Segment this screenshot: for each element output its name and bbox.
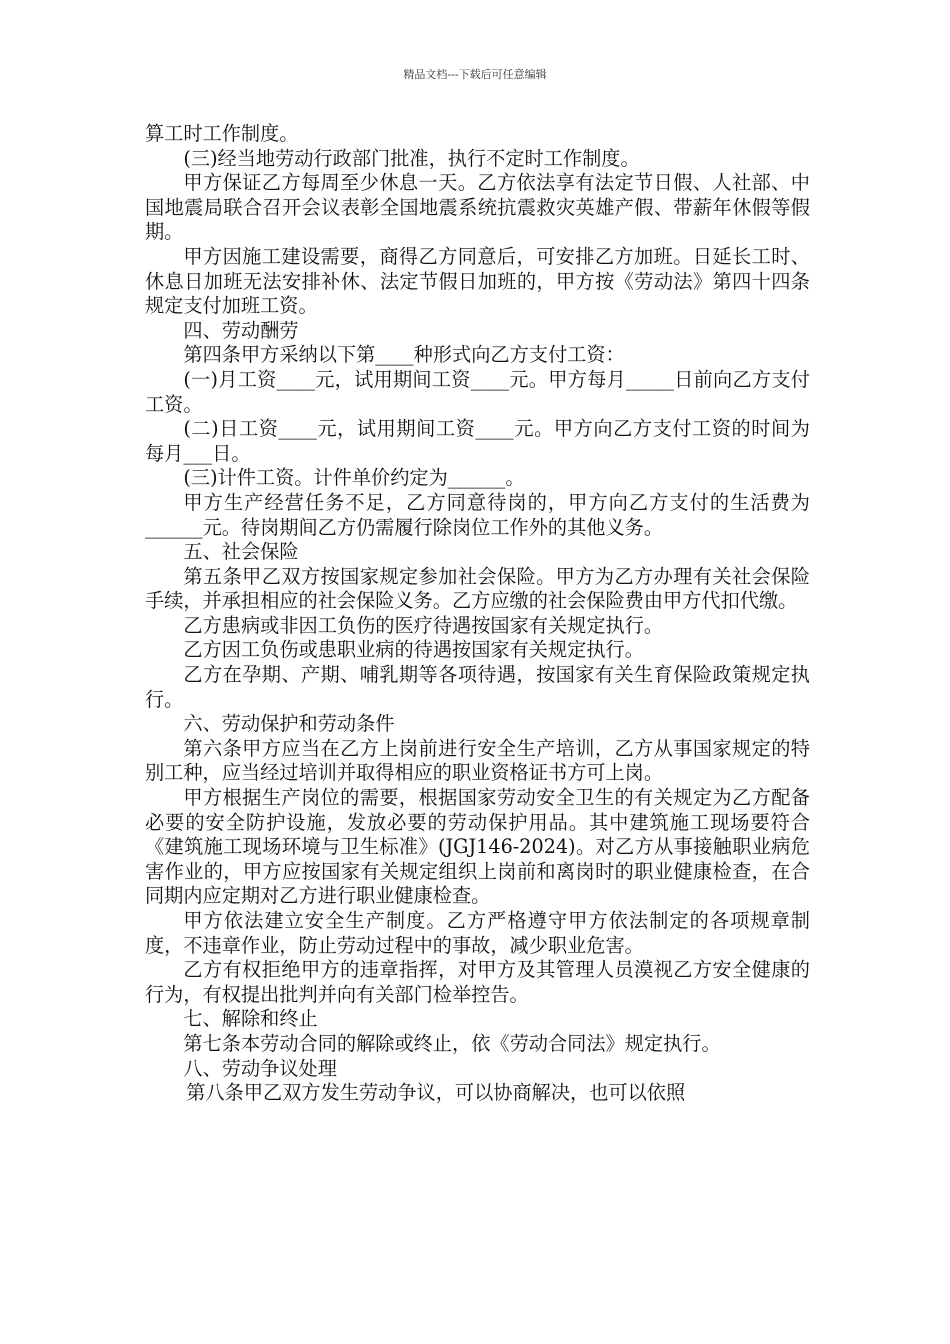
paragraph: 乙方因工负伤或患职业病的待遇按国家有关规定执行。 (183, 638, 644, 662)
section-heading: 四、劳动酬劳 (183, 318, 299, 342)
paragraph: (二)日工资____元，试用期间工资____元。甲方向乙方支付工资的时间为每月___日。 (145, 417, 810, 465)
section-heading: 五、社会保险 (183, 540, 299, 564)
paragraph: 甲方因施工建设需要，商得乙方同意后，可安排乙方加班。日延长工时、休息日加班无法安排补休、法定节假日加班的，甲方按《劳动法》第四十四条规定支付加班工资。 (145, 244, 810, 318)
paragraph: 甲方保证乙方每周至少休息一天。乙方依法享有法定节日假、人社部、中国地震局联合召开会议表彰全国地震系统抗震救灾英雄产假、带薪年休假等假期。 (145, 171, 810, 244)
paragraph: 甲方根据生产岗位的需要，根据国家劳动安全卫生的有关规定为乙方配备必要的安全防护设施，发放必要的劳动保护用品。其中建筑施工现场要符合《建筑施工现场环境与卫生标准》(JGJ146-2024)。对乙方从事接触职业病危害作业的，甲方应按国家有关规定组织上岗前和离岗时的职业健康检查，在合同期内应定期对乙方进行职业健康检查。 (145, 786, 810, 908)
paragraph: 第四条甲方采纳以下第____种形式向乙方支付工资： (183, 343, 625, 367)
section-heading: 八、劳动争议处理 (183, 1056, 337, 1080)
paragraph: 算工时工作制度。 (145, 122, 299, 145)
document-body (145, 122, 810, 1106)
paragraph: 甲方依法建立安全生产制度。乙方严格遵守甲方依法制定的各项规章制度，不违章作业，防止劳动过程中的事故，减少职业危害。 (145, 909, 810, 957)
paragraph: 乙方有权拒绝甲方的违章指挥，对甲方及其管理人员漠视乙方安全健康的行为，有权提出批判并向有关部门检举控告。 (145, 958, 810, 1006)
paragraph: (三)经当地劳动行政部门批准，执行不定时工作制度。 (183, 146, 640, 170)
paragraph: 第五条甲乙双方按国家规定参加社会保险。甲方为乙方办理有关社会保险手续，并承担相应的社会保险义务。乙方应缴的社会保险费由甲方代扣代缴。 (145, 564, 810, 613)
paragraph: 甲方生产经营任务不足，乙方同意待岗的，甲方向乙方支付的生活费为______元。待岗期间乙方仍需履行除岗位工作外的其他义务。 (145, 490, 810, 539)
page-header: 精品文档---下载后可任意编辑 (403, 68, 547, 81)
section-heading: 七、解除和终止 (183, 1007, 318, 1031)
section-heading: 六、劳动保护和劳动条件 (183, 712, 395, 736)
paragraph: (三)计件工资。计件单价约定为______。 (183, 466, 525, 490)
paragraph: 第八条甲乙双方发生劳动争议，可以协商解决，也可以依照 (186, 1081, 686, 1105)
paragraph: 第六条甲方应当在乙方上岗前进行安全生产培训，乙方从事国家规定的特别工种，应当经过培训并取得相应的职业资格证书方可上岗。 (145, 736, 810, 785)
paragraph: 乙方患病或非因工负伤的医疗待遇按国家有关规定执行。 (183, 613, 664, 637)
paragraph: (一)月工资____元，试用期间工资____元。甲方每月_____日前向乙方支付工资。 (145, 367, 810, 416)
paragraph: 乙方在孕期、产期、哺乳期等各项待遇，按国家有关生育保险政策规定执行。 (145, 663, 810, 711)
paragraph: 第七条本劳动合同的解除或终止，依《劳动合同法》规定执行。 (183, 1031, 721, 1055)
